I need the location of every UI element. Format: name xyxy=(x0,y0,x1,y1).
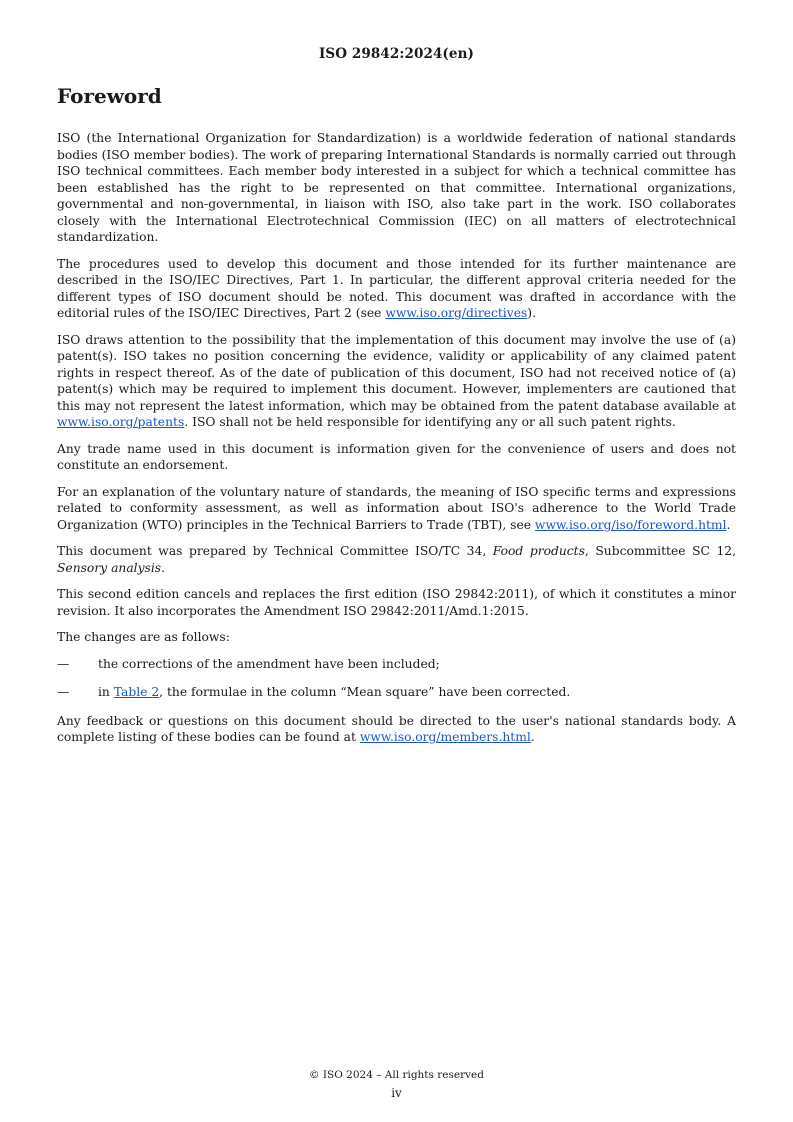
dash-bullet: — xyxy=(57,685,70,699)
subcommittee-name: Sensory analysis xyxy=(57,560,162,575)
foreword-section xyxy=(57,84,736,756)
patents-link[interactable]: www.iso.org/patents xyxy=(57,415,185,429)
page-number: iv xyxy=(391,1086,402,1100)
list-item xyxy=(57,684,736,701)
paragraph-committee xyxy=(57,543,736,576)
paragraph-text: The procedures used to develop this document and those intended for its further maintenance are described in the ISO/IEC Directives, Part 1. In particular, the different approval criteria needed for the different types of ISO document should be noted. This document was drafted in accordance with the editorial rules of the ISO/IEC Directives, Part 2 (see xyxy=(57,256,736,320)
copyright-notice: © ISO 2024 – All rights reserved xyxy=(309,1069,484,1081)
paragraph-text: . xyxy=(161,560,166,575)
paragraph-iso-intro xyxy=(57,130,736,246)
paragraph-text: , Subcommittee SC 12, xyxy=(584,544,737,558)
paragraph-text: This second edition cancels and replaces the first edition (ISO 29842:2011), of which it constitutes a minor revision. It also incorporates the Amendment ISO 29842:2011/Amd.1:2015. xyxy=(57,587,736,618)
paragraph-patents xyxy=(57,332,736,431)
page-footer xyxy=(0,1066,793,1102)
paragraph-feedback xyxy=(57,713,736,746)
paragraph-text: . xyxy=(726,517,731,532)
paragraph-text: Any trade name used in this document is information given for the convenience of users and does not constitute an endorsement. xyxy=(57,441,736,472)
section-title: Foreword xyxy=(57,84,162,108)
paragraph-text: . ISO shall not be held responsible for identifying any or all such patent rights. xyxy=(184,415,676,429)
paragraph-changes-intro xyxy=(57,629,736,646)
paragraph-text: . xyxy=(530,730,535,744)
paragraph-procedures xyxy=(57,256,736,322)
list-item-text: in xyxy=(98,685,114,699)
list-item xyxy=(57,656,736,673)
paragraph-text: ISO draws attention to the possibility that the implementation of this document may involve the use of (a) patent(s). ISO takes no position concerning the evidence, validity or applicability of any claimed patent rights in respect thereof. As of the date of publication of this document, ISO had not received notice of (a) patent(s) which may be required to implement this document. However, implementers are cautioned that this may not represent the latest information, which may be obtained from the patent database available at xyxy=(57,332,736,413)
paragraph-voluntary-nature xyxy=(57,484,736,534)
paragraph-text: For an explanation of the voluntary nature of standards, the meaning of ISO specific terms and expressions related to conformity assessment, as well as information about ISO's adherence to the World Trade Organization (WTO) principles in the Technical Barriers to Trade (TBT), see xyxy=(57,484,736,532)
members-link[interactable]: www.iso.org/members.html xyxy=(359,730,531,744)
paragraph-trade-name xyxy=(57,441,736,474)
paragraph-text: ISO (the International Organization for Standardization) is a worldwide federation of national standards bodies (ISO member bodies). The work of preparing International Standards is normally carried out through ISO technical committees. Each member body interested in a subject for which a technical committee has been established has the right to be represented on that committee. International organizations, governmental and non-governmental, in liaison with ISO, also take part in the work. ISO collaborates closely with the International Electrotechnical Commission (IEC) on all matters of electrotechnical standardization. xyxy=(57,131,736,244)
foreword-info-link[interactable]: www.iso.org/iso/foreword.html xyxy=(534,517,727,532)
list-item-text: , the formulae in the column “Mean square” have been corrected. xyxy=(159,685,571,699)
paragraph-text: ). xyxy=(527,306,536,320)
list-item-text: the corrections of the amendment have been included; xyxy=(98,656,440,671)
dash-bullet: — xyxy=(57,656,70,671)
paragraph-text: The changes are as follows: xyxy=(57,630,230,644)
committee-name: Food products xyxy=(492,544,585,558)
directives-link[interactable]: www.iso.org/directives xyxy=(385,306,528,320)
changes-list xyxy=(57,656,736,701)
paragraph-edition xyxy=(57,586,736,619)
table-2-link[interactable]: Table 2 xyxy=(113,685,160,699)
paragraph-text: Any feedback or questions on this document should be directed to the user's national standards body. A complete listing of these bodies can be found at xyxy=(57,713,736,744)
paragraph-text: This document was prepared by Technical Committee ISO/TC 34, xyxy=(57,544,493,558)
document-id-header: ISO 29842:2024(en) xyxy=(318,46,475,62)
